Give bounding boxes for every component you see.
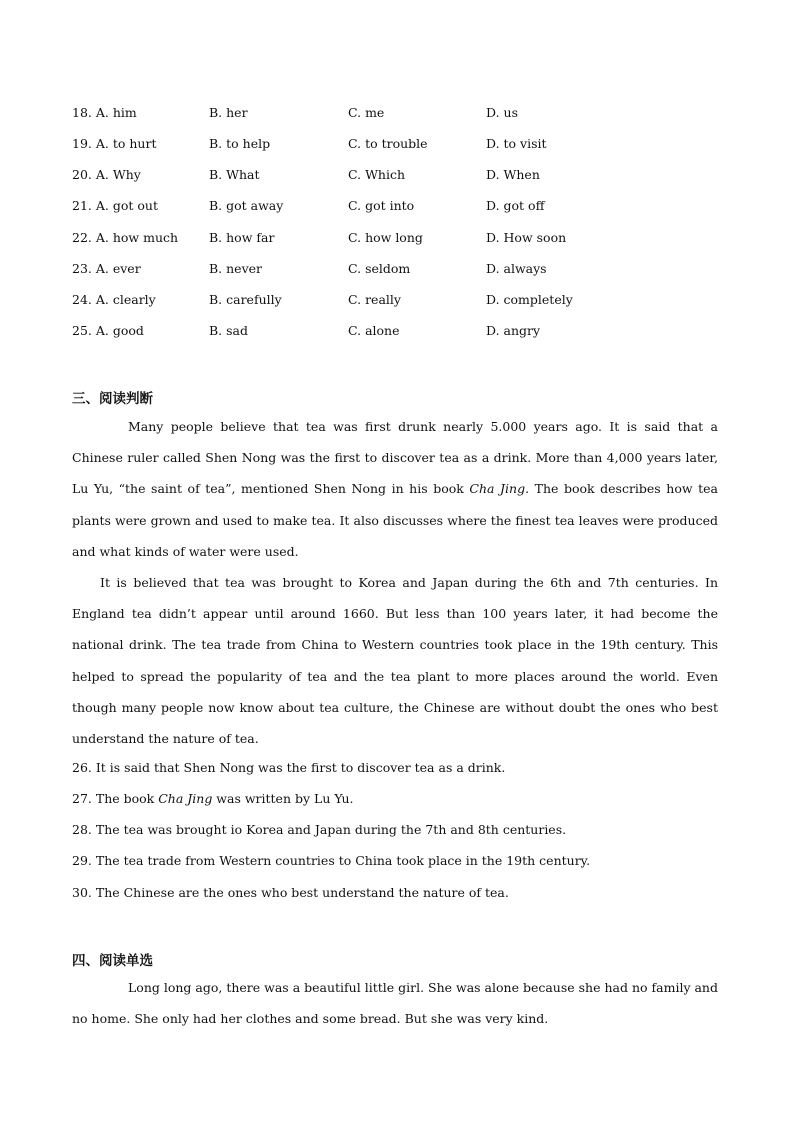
option-b: B. her	[209, 105, 248, 120]
option-c: C. alone	[348, 323, 400, 338]
option-d: D. completely	[486, 292, 573, 307]
option-b: B. to help	[209, 136, 271, 151]
option-c: C. me	[348, 105, 385, 120]
option-c: C. got into	[348, 198, 415, 213]
option-d: D. got off	[486, 198, 545, 213]
option-c: C. Which	[348, 167, 406, 182]
option-c: C. to trouble	[348, 136, 428, 151]
question-24-options	[72, 290, 752, 310]
option-a: 22. A. how much	[72, 230, 179, 245]
option-d: D. When	[486, 167, 540, 182]
option-b: B. carefully	[209, 292, 282, 307]
option-b: B. sad	[209, 323, 249, 338]
option-b: B. never	[209, 261, 263, 276]
section-3-heading: 三、阅读判断	[72, 391, 153, 407]
book-title: Cha Jing	[158, 791, 213, 806]
section-3-paragraph-1: Many people believe that tea was first drunk nearly 5.000 years ago. It is said that a Chinese ruler called Shen Nong was the first to discover tea as a drink. More than 4,000 years later, Lu Yu, “the saint of tea”, mentioned Shen Nong in his book Cha Jing. The book describes how tea plants were grown and used to make tea. It also discusses where the finest tea leaves were produced and what kinds of water were used.	[72, 419, 718, 559]
section-3-paragraph-2: It is believed that tea was brought to Korea and Japan during the 6th and 7th centuries. In England tea didn’t appear until around 1660. But less than 100 years later, it had become the national drink. The tea trade from China to Western countries took place in the 19th century. This helped to spread the popularity of tea and the tea plant to more places around the world. Even though many people now know about tea culture, the Chinese are without doubt the ones who best understand the nature of tea.	[72, 575, 718, 747]
statement-26: 26. It is said that Shen Nong was the first to discover tea as a drink.	[72, 760, 506, 775]
statement-28: 28. The tea was brought io Korea and Japan during the 7th and 8th centuries.	[72, 822, 567, 837]
statement-29: 29. The tea trade from Western countries to China took place in the 19th century.	[72, 853, 591, 868]
option-c: C. how long	[348, 230, 423, 245]
statement-30: 30. The Chinese are the ones who best understand the nature of tea.	[72, 885, 509, 900]
question-21-options	[72, 196, 752, 216]
question-25-options	[72, 321, 752, 341]
question-23-options	[72, 259, 752, 279]
option-a: 24. A. clearly	[72, 292, 156, 307]
option-b: B. how far	[209, 230, 275, 245]
option-a: 18. A. him	[72, 105, 137, 120]
option-d: D. us	[486, 105, 518, 120]
option-d: D. angry	[486, 323, 541, 338]
option-a: 25. A. good	[72, 323, 144, 338]
question-22-options	[72, 228, 752, 248]
question-20-options	[72, 165, 752, 185]
question-18-options	[72, 103, 752, 123]
book-title: Cha Jing	[469, 481, 526, 497]
question-19-options	[72, 134, 752, 154]
option-c: C. seldom	[348, 261, 411, 276]
option-a: 19. A. to hurt	[72, 136, 157, 151]
option-a: 21. A. got out	[72, 198, 158, 213]
option-d: D. always	[486, 261, 547, 276]
option-b: B. What	[209, 167, 260, 182]
option-a: 23. A. ever	[72, 261, 141, 276]
statement-27: 27. The book Cha Jing was written by Lu Yu.	[72, 791, 354, 806]
option-a: 20. A. Why	[72, 167, 141, 182]
option-d: D. to visit	[486, 136, 547, 151]
section-4-paragraph-1: Long long ago, there was a beautiful little girl. She was alone because she had no family and no home. She only had her clothes and some bread. But she was very kind.	[72, 980, 718, 1027]
option-d: D. How soon	[486, 230, 567, 245]
section-4-heading: 四、阅读单选	[72, 953, 153, 969]
option-c: C. really	[348, 292, 401, 307]
option-b: B. got away	[209, 198, 284, 213]
